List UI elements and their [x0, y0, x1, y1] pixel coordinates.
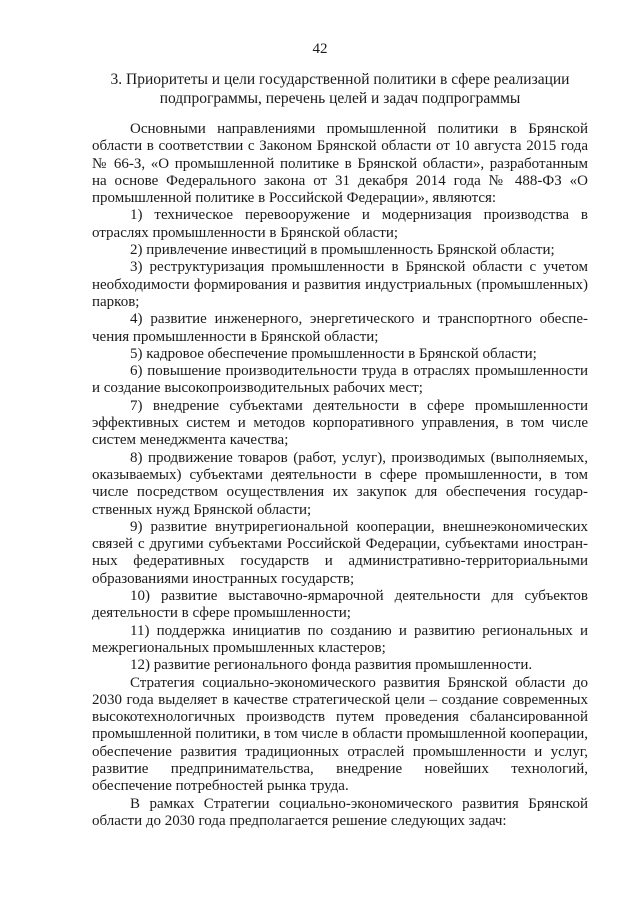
list-item-2: 2) привлечение инвестиций в промышленность Брянской области;	[130, 242, 555, 259]
list-item-7: 7) внедрение субъектами деятельности в сфере промышленности эффективных систем и методов корпоративного управления, в том числе систем менеджмента качества;	[92, 397, 588, 449]
tasks-intro-paragraph: В рамках Стратегии социально-экономического развития Брянской области до 2030 года предполагается решение следующих задач:	[92, 795, 588, 829]
list-item-8: 8) продвижение товаров (работ, услуг), производимых (выполняемых, оказываемых) субъектами деятельности в сфере промышленности, в том числе посредством осуществления их закупок для обеспечения государственных нужд Брянской области;	[92, 449, 588, 518]
list-item-5: 5) кадровое обеспечение промышленности в Брянской области;	[130, 345, 537, 362]
section-heading-line-2: подпрограммы, перечень целей и задач подпрограммы	[159, 90, 521, 107]
list-item-4: 4) развитие инженерного, энергетического и транспортного обеспечения промышленности в Брянской области;	[92, 311, 588, 345]
list-item-10: 10) развитие выставочно-ярмарочной деятельности для субъектов деятельности в сфере промышленности;	[92, 588, 588, 622]
list-item-1: 1) техническое перевооружение и модернизация производства в отраслях промышленности в Брянской области;	[92, 207, 588, 241]
section-heading	[100, 70, 580, 108]
section-heading-line-1: 3. Приоритеты и цели государственной политики в сфере реализации	[110, 71, 570, 88]
list-item-11: 11) поддержка инициатив по созданию и развитию региональных и межрегиональных промышленных кластеров;	[92, 622, 588, 656]
list-item-9: 9) развитие внутрирегиональной кооперации, внешнеэкономических связей с другими субъектами Российской Федерации, субъектами иностранных федеративных государств и административно-территориальными образованиями иностранных государств;	[92, 518, 588, 587]
list-item-3: 3) реструктуризация промышленности в Брянской области с учетом необходимости формирования и развития индустриальных (промышленных) парков;	[92, 259, 588, 310]
body-text	[92, 121, 588, 830]
page-number: 42	[312, 41, 328, 57]
list-item-12: 12) развитие регионального фонда развития промышленности.	[130, 657, 533, 674]
strategy-paragraph: Стратегия социально-экономического развития Брянской области до 2030 года выделяет в качестве стратегической цели – создание современных высокотехнологичных производств путем проведения сбалансированной промышленной политики, в том числе в области промышленной кооперации, обеспечение развития традиционных отраслей промышленности и услуг, развитие предпринимательства, внедрение новейших технологий, обеспечение потребностей рынка труда.	[92, 674, 588, 795]
intro-paragraph: Основными направлениями промышленной политики в Брянской области в соответствии с Законом Брянской области от 10 августа 2015 года № 66-З, «О промышленной политике в Брянской области», разработанным на основе Федерального закона от 31 декабря 2014 года № 488-ФЗ «О промышленной политике в Российской Федерации», являются:	[92, 121, 588, 207]
list-item-6: 6) повышение производительности труда в отраслях промышленности и создание высокопроизводительных рабочих мест;	[92, 363, 588, 397]
